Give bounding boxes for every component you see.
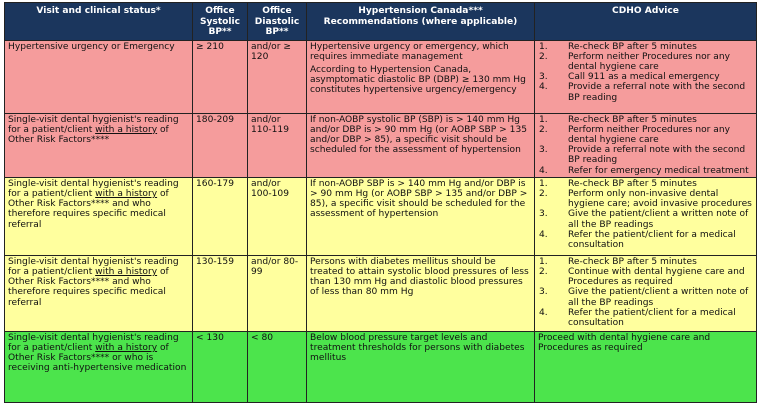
table-row — [5, 40, 757, 113]
table-row — [5, 255, 757, 331]
header-systolic: Office Systolic BP** — [193, 3, 248, 41]
diastolic-cell: and/or 110-119 — [248, 113, 307, 177]
canada-cell — [307, 177, 535, 255]
advice-item: 2. Continue with dental hygiene care and Procedures as required — [539, 266, 745, 288]
systolic-cell: 180-209 — [193, 113, 248, 177]
status-cell: Single-visit dental hygienist's reading for a patient/client with a history of Other Risk Factors**** and who therefore requires specific medical referral — [5, 255, 193, 331]
underlined-phrase: with a history — [95, 124, 158, 135]
advice-item: 3. Call 911 as a medical emergency — [539, 72, 720, 83]
table-row — [5, 113, 757, 177]
advice-list — [538, 115, 753, 176]
status-cell: Single-visit dental hygienist's reading for a patient/client with a history of Other Risk Factors**** and who therefore requires specific medical referral — [5, 177, 193, 255]
status-text: Hypertensive urgency or Emergency — [8, 41, 175, 52]
canada-cell — [307, 331, 535, 402]
systolic-cell: < 130 — [193, 331, 248, 402]
status-cell: Single-visit dental hygienist's reading for a patient/client with a history of Other Risk Factors**** — [5, 113, 193, 177]
advice-item: 4. Refer for emergency medical treatment — [539, 165, 749, 176]
advice-item: 1. Re-check BP after 5 minutes — [539, 178, 697, 189]
diastolic-cell: and/or 100-109 — [248, 177, 307, 255]
table-row — [5, 331, 757, 402]
advice-item: 2. Perform neither Procedures nor any dental hygiene care — [539, 124, 731, 145]
table-header-row — [5, 3, 757, 41]
advice-item: 1. Re-check BP after 5 minutes — [539, 114, 697, 125]
advice-item: 3. Give the patient/client a written note of all the BP readings — [539, 287, 749, 308]
header-diastolic: Office Diastolic BP** — [248, 3, 307, 41]
advice-list — [538, 42, 753, 103]
header-cdho-advice: CDHO Advice — [535, 3, 757, 41]
canada-cell — [307, 255, 535, 331]
bp-guidelines-table — [4, 2, 757, 403]
systolic-cell: 160-179 — [193, 177, 248, 255]
advice-item: 3. Give the patient/client a written note of all the BP readings — [539, 209, 749, 230]
table-row — [5, 177, 757, 255]
advice-item: 4. Refer the patient/client for a medical consultation — [539, 307, 736, 328]
systolic-cell: 130-159 — [193, 255, 248, 331]
header-hypertension-canada: Hypertension Canada*** Recommendations (where applicable) — [307, 3, 535, 41]
advice-cell — [535, 113, 757, 177]
advice-item: 1. Re-check BP after 5 minutes — [539, 256, 697, 267]
canada-cell — [307, 40, 535, 113]
underlined-phrase: with a history — [95, 188, 158, 199]
advice-cell — [535, 40, 757, 113]
header-visit-status: Visit and clinical status* — [5, 3, 193, 41]
canada-paragraph: Below blood pressure target levels and treatment thresholds for persons with diabetes mellitus — [310, 332, 525, 364]
advice-list — [538, 179, 753, 250]
advice-item: 4. Provide a referral note with the second BP reading — [539, 82, 746, 103]
advice-item: 4. Refer the patient/client for a medical consultation — [539, 229, 736, 250]
canada-paragraph: If non-AOBP systolic BP (SBP) is > 140 mm Hg and/or DBP is > 90 mm Hg (or AOBP SBP > 135 and/or DBP > 85), a specific visit should be scheduled for the assessment of hypertension — [310, 114, 528, 156]
advice-item: 2. Perform neither Procedures nor any dental hygiene care — [539, 51, 731, 72]
canada-paragraph: If non-AOBP SBP is > 140 mm Hg and/or DBP is > 90 mm Hg (or AOBP SBP > 135 and/or DBP > 85), a specific visit should be scheduled for the assessment of hypertension — [310, 178, 528, 220]
canada-cell — [307, 113, 535, 177]
advice-item: 2. Perform only non-invasive dental hygiene care; avoid invasive procedures — [539, 188, 752, 210]
advice-item: 3. Provide a referral note with the second BP reading — [539, 145, 746, 166]
advice-cell — [535, 255, 757, 331]
diastolic-cell: < 80 — [248, 331, 307, 402]
systolic-cell: ≥ 210 — [193, 40, 248, 113]
status-cell — [5, 40, 193, 113]
advice-cell — [535, 331, 757, 402]
advice-text: Proceed with dental hygiene care and Procedures as required — [538, 332, 711, 353]
advice-cell — [535, 177, 757, 255]
canada-paragraph: Hypertensive urgency or emergency, which requires immediate management — [310, 41, 509, 62]
canada-paragraph: According to Hypertension Canada, asymptomatic diastolic BP (DBP) ≥ 130 mm Hg constitutes hypertensive urgency/emergency — [310, 64, 526, 96]
status-cell: Single-visit dental hygienist's reading for a patient/client with a history of Other Risk Factors**** or who is receiving anti-hypertensive medication — [5, 331, 193, 402]
underlined-phrase: with a history — [95, 266, 158, 277]
diastolic-cell: and/or 80-99 — [248, 255, 307, 331]
diastolic-cell: and/or ≥ 120 — [248, 40, 307, 113]
advice-item: 1. Re-check BP after 5 minutes — [539, 41, 697, 52]
canada-paragraph: Persons with diabetes mellitus should be treated to attain systolic blood pressures of less than 130 mm Hg and diastolic blood pressures of less than 80 mm Hg — [310, 256, 529, 298]
advice-list — [538, 257, 753, 328]
underlined-phrase: with a history — [95, 342, 158, 353]
